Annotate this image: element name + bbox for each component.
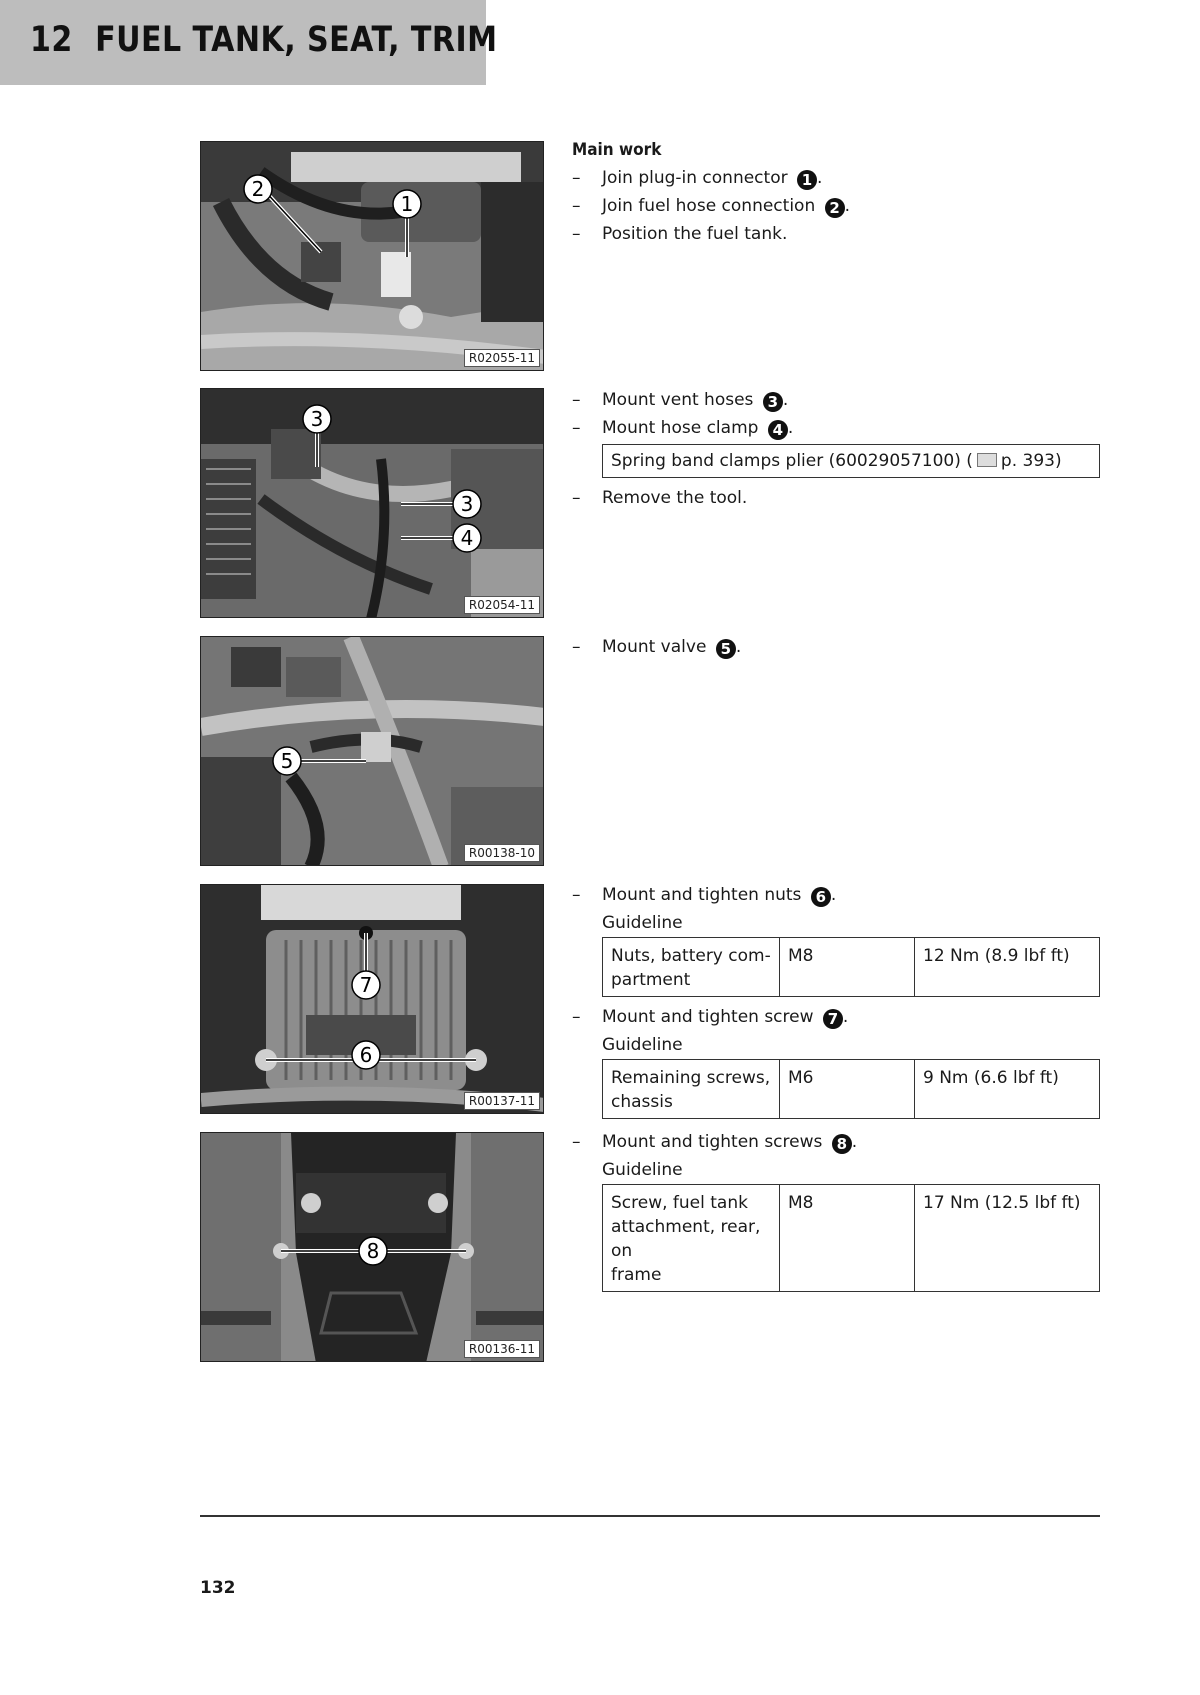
photo-callout-label: 7 bbox=[359, 973, 373, 997]
figure-3-photo bbox=[200, 636, 544, 866]
step-dash: – bbox=[572, 390, 581, 410]
tool-page-link[interactable]: p. 393) bbox=[1000, 451, 1062, 471]
step-text: Mount and tighten nuts bbox=[602, 885, 802, 905]
step-dash: – bbox=[572, 1007, 581, 1027]
step bbox=[572, 881, 1132, 909]
spec-torque: 9 Nm (6.6 lbf ft) bbox=[915, 1060, 1100, 1119]
section-3-text bbox=[572, 633, 1132, 661]
figure-5-photo bbox=[200, 1132, 544, 1362]
figure-4-photo bbox=[200, 884, 544, 1114]
step-text: Remove the tool. bbox=[602, 488, 748, 508]
step-text: Mount and tighten screw bbox=[602, 1007, 814, 1027]
step-dash: – bbox=[572, 418, 581, 438]
step-suffix: . bbox=[735, 637, 742, 657]
step-dash: – bbox=[572, 885, 581, 905]
figure-4-illustration bbox=[201, 885, 544, 1114]
step bbox=[572, 220, 1132, 248]
figure-code: R02054-11 bbox=[464, 596, 540, 614]
step-dash: – bbox=[572, 224, 581, 244]
step-text: Mount hose clamp bbox=[602, 418, 759, 438]
chapter-title bbox=[30, 20, 498, 60]
photo-callout-label: 6 bbox=[359, 1043, 373, 1067]
photo-callout-label: 2 bbox=[251, 177, 265, 201]
step bbox=[572, 386, 1132, 414]
spec-thread: M8 bbox=[780, 1185, 915, 1292]
spec-item: Screw, fuel tank attachment, rear, on frame bbox=[603, 1185, 780, 1292]
callout-badge: 4 bbox=[768, 420, 788, 440]
callout-badge: 3 bbox=[763, 392, 783, 412]
chapter-header-bar bbox=[0, 0, 498, 85]
table-row bbox=[603, 938, 1100, 997]
step-text: Join fuel hose connection bbox=[602, 196, 816, 216]
callout-badge: 1 bbox=[797, 170, 817, 190]
step-dash: – bbox=[572, 1132, 581, 1152]
torque-spec-table bbox=[602, 937, 1100, 997]
table-row bbox=[603, 1185, 1100, 1292]
photo-callout-label: 1 bbox=[400, 192, 414, 216]
step-suffix: . bbox=[782, 390, 789, 410]
step-text: Mount valve bbox=[602, 637, 707, 657]
step-text: Position the fuel tank. bbox=[602, 224, 788, 244]
guideline-label: Guideline bbox=[602, 1035, 683, 1055]
special-tool-box bbox=[602, 444, 1100, 478]
spec-thread: M8 bbox=[780, 938, 915, 997]
spec-item: Remaining screws, chassis bbox=[603, 1060, 780, 1119]
spec-item: Nuts, battery com- partment bbox=[603, 938, 780, 997]
figure-1-illustration bbox=[201, 142, 544, 371]
step-dash: – bbox=[572, 168, 581, 188]
figure-5-illustration bbox=[201, 1133, 544, 1362]
callout-badge: 5 bbox=[716, 639, 736, 659]
step bbox=[572, 164, 1132, 192]
spec-thread: M6 bbox=[780, 1060, 915, 1119]
photo-callout-label: 3 bbox=[460, 492, 474, 516]
step bbox=[572, 414, 1132, 442]
photo-callout-label: 5 bbox=[280, 749, 294, 773]
step-suffix: . bbox=[830, 885, 837, 905]
chapter-number: 12 bbox=[30, 20, 73, 60]
step-suffix: . bbox=[842, 1007, 849, 1027]
figure-2-photo bbox=[200, 388, 544, 618]
step-text: Mount vent hoses bbox=[602, 390, 754, 410]
step bbox=[572, 1003, 1132, 1031]
figure-code: R00138-10 bbox=[464, 844, 540, 862]
photo-callout-label: 8 bbox=[366, 1239, 380, 1263]
figure-1-photo bbox=[200, 141, 544, 371]
footer-divider bbox=[200, 1515, 1100, 1517]
table-row bbox=[603, 1060, 1100, 1119]
callout-badge: 7 bbox=[823, 1009, 843, 1029]
step-suffix: . bbox=[787, 418, 794, 438]
guideline-label: Guideline bbox=[602, 1160, 683, 1180]
spec-torque: 17 Nm (12.5 lbf ft) bbox=[915, 1185, 1100, 1292]
chapter-title-text: FUEL TANK, SEAT, TRIM bbox=[95, 20, 498, 60]
step-suffix: . bbox=[844, 196, 851, 216]
step-dash: – bbox=[572, 488, 581, 508]
section-heading: Main work bbox=[572, 140, 662, 160]
callout-badge: 8 bbox=[832, 1134, 852, 1154]
torque-spec-table bbox=[602, 1059, 1100, 1119]
figure-2-illustration bbox=[201, 389, 544, 618]
page-number: 132 bbox=[200, 1578, 236, 1598]
tool-name: Spring band clamps plier (60029057100) ( bbox=[611, 451, 973, 471]
step-text: Mount and tighten screws bbox=[602, 1132, 823, 1152]
figure-code: R00136-11 bbox=[464, 1340, 540, 1358]
callout-badge: 6 bbox=[811, 887, 831, 907]
step-suffix: . bbox=[851, 1132, 858, 1152]
figure-code: R02055-11 bbox=[464, 349, 540, 367]
callout-badge: 2 bbox=[825, 198, 845, 218]
figure-code: R00137-11 bbox=[464, 1092, 540, 1110]
step bbox=[572, 633, 1132, 661]
step-suffix: . bbox=[817, 168, 823, 188]
step bbox=[572, 484, 1132, 512]
step-text: Join plug-in connector bbox=[602, 168, 788, 188]
photo-callout-label: 3 bbox=[310, 407, 324, 431]
figure-3-illustration bbox=[201, 637, 544, 866]
section-4-text bbox=[572, 881, 1132, 1125]
step bbox=[572, 1128, 1132, 1156]
section-2-text bbox=[572, 386, 1132, 512]
section-5-text bbox=[572, 1128, 1132, 1298]
spec-torque: 12 Nm (8.9 lbf ft) bbox=[915, 938, 1100, 997]
photo-callout-label: 4 bbox=[460, 526, 474, 550]
section-1-text bbox=[572, 136, 1132, 248]
guideline-label: Guideline bbox=[602, 913, 683, 933]
step bbox=[572, 192, 1132, 220]
step-dash: – bbox=[572, 196, 581, 216]
torque-spec-table bbox=[602, 1184, 1100, 1292]
book-reference-icon bbox=[977, 453, 997, 467]
step-dash: – bbox=[572, 637, 581, 657]
